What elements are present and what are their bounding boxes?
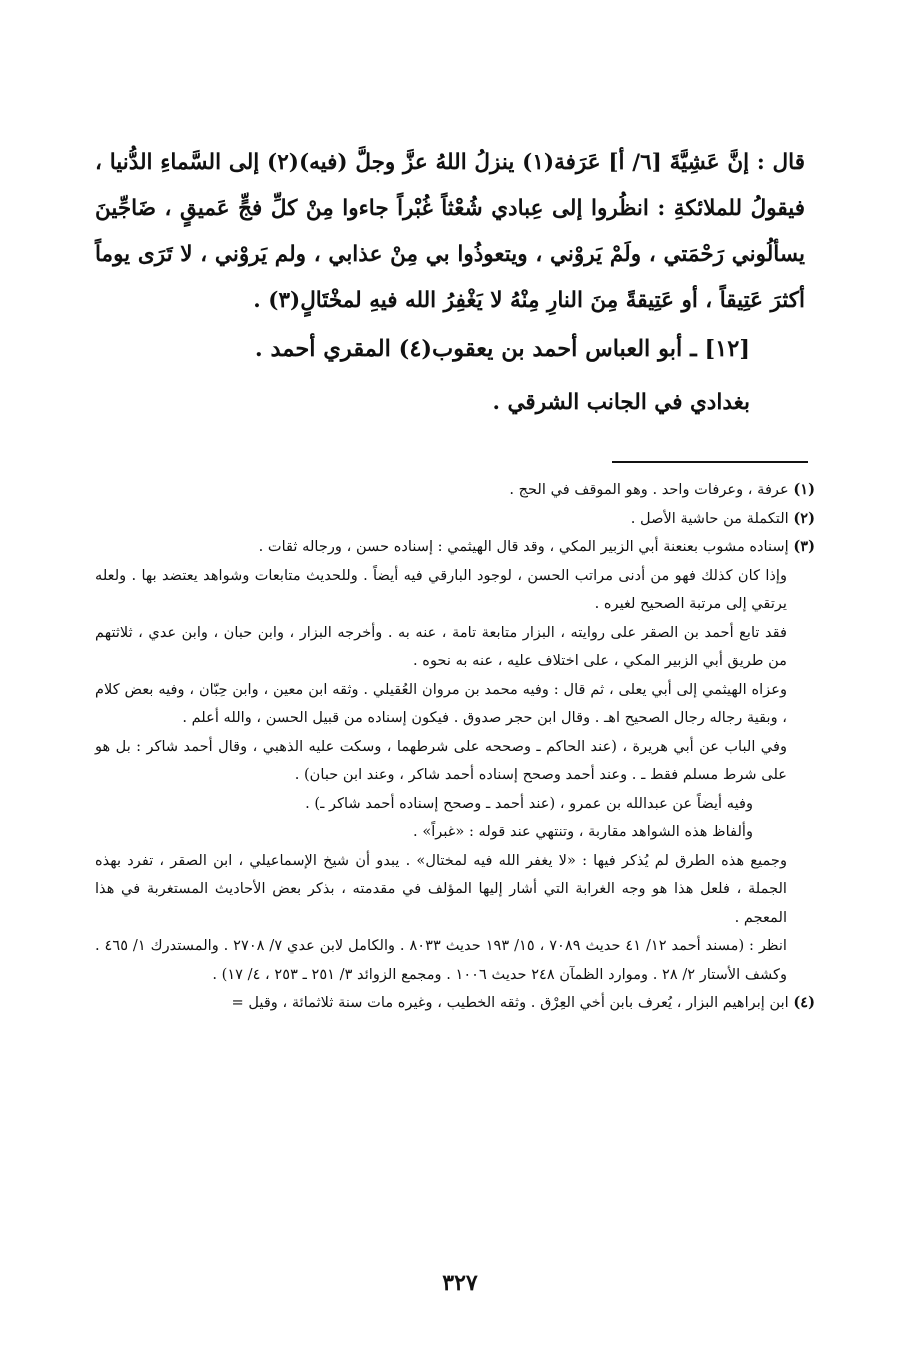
- entry-description: بغدادي في الجانب الشرقي .: [492, 390, 750, 415]
- footnote-3-paragraph: وفي الباب عن أبي هريرة ، (عند الحاكم ـ وصححه على شرطهما ، وسكت عليه الذهبي ، وقال أحمد شاكر : بل هو على شرط مسلم فقط ـ . وعند أحمد وصحح إسناده أحمد شاكر ، وعند ابن حبان) .: [95, 737, 787, 783]
- footnote-number: (٢): [793, 509, 815, 527]
- page-number: ٣٢٧: [442, 1270, 478, 1296]
- footnote-1: [95, 476, 815, 505]
- footnote-3-paragraph: فقد تابع أحمد بن الصقر على روايته ، البزار متابعة تامة ، عنه به . وأخرجه البزار ، وابن حبان ، وابن عدي ، ثلاثتهم من طريق أبي الزبير المكي ، على اختلاف عليه ، عنه به نحوه .: [95, 623, 787, 669]
- footnote-number: (٣): [793, 538, 815, 555]
- footnote-number: (١): [793, 481, 815, 498]
- entry-title: [١٢] ـ أبو العباس أحمد بن يعقوب(٤) المقري أحمد .: [254, 336, 750, 362]
- footnote-text: إسناده مشوب بعنعنة أبي الزبير المكي ، وقد قال الهيثمي : إسناده حسن ، ورجاله ثقات .: [258, 538, 789, 555]
- footnote-separator: [612, 461, 808, 463]
- footnote-3-subparagraph: وفيه أيضاً عن عبدالله بن عمرو ، (عند أحمد ـ وصحح إسناده أحمد شاكر ـ) .: [305, 794, 753, 812]
- footnote-4: [95, 989, 815, 1018]
- footnote-text: التكملة من حاشية الأصل .: [630, 509, 789, 527]
- footnote-text: عرفة ، وعرفات واحد . وهو الموقف في الحج .: [509, 481, 789, 498]
- footnote-3-paragraph: وجميع هذه الطرق لم يُذكر فيها : «لا يغفر الله فيه لمختال» . يبدو أن شيخ الإسماعيلي ، ابن الصقر ، تفرد بهذه الجملة ، فلعل هذا هو وجه الغرابة التي أشار إليها المؤلف في مقدمته ، بذكر بعض الأحاديث المستغربة في هذا المعجم .: [95, 851, 787, 926]
- footnote-3-references: انظر : (مسند أحمد ١٢/ ٤١ حديث ٧٠٨٩ ، ١٥/ ١٩٣ حديث ٨٠٣٣ . والكامل لابن عدي ٧/ ٢٧٠٨ . والمستدرك ١/ ٤٦٥ . وكشف الأستار ٢/ ٢٨ . وموارد الظمآن ٢٤٨ حديث ١٠٠٦ . ومجمع الزوائد ٣/ ٢٥١ ـ ٢٥٣ ، ٤/ ١٧) .: [95, 937, 787, 983]
- footnote-3-paragraph: وعزاه الهيثمي إلى أبي يعلى ، ثم قال : وفيه محمد بن مروان العُقيلي . وثقه ابن معين ، وابن حِبّان ، وفيه بعض كلام ، وبقية رجاله رجال الصحيح اهـ . وقال ابن حجر صدوق . فيكون إسناده من قبيل الحسن ، والله أعلم .: [95, 680, 787, 726]
- footnote-3-subparagraph: وألفاظ هذه الشواهد مقاربة ، وتنتهي عند قوله : «غبراً» .: [413, 823, 753, 840]
- footnote-number: (٤): [793, 994, 815, 1011]
- main-text: [95, 140, 805, 426]
- footnotes: [95, 476, 815, 1018]
- footnote-2: [95, 505, 815, 534]
- footnote-3: [95, 533, 815, 562]
- footnote-text: ابن إبراهيم البزار ، يُعرف بابن أخي العِرْق . وثقه الخطيب ، وغيره مات سنة ثلاثمائة ، وقيل =: [231, 994, 789, 1011]
- footnote-3-paragraph: وإذا كان كذلك فهو من أدنى مراتب الحسن ، لوجود البارقي فيه أيضاً . وللحديث متابعات وشواهد يعتضد بها . ولعله يرتقي إلى مرتبة الصحيح لغيره .: [95, 566, 787, 612]
- hadith-paragraph: قال : إنَّ عَشِيَّةَ [٦/ أ] عَرَفة(١) ينزلُ اللهُ عزَّ وجلَّ (فيه)(٢) إلى السَّماءِ الدُّنيا ، فيقولُ للملائكةِ : انظُروا إلى عِبادي شُعْثاً غُبْراً جاءوا مِنْ كلِّ فجٍّ عَميقٍ ، ضَاجِّينَ يسألُوني رَحْمَتي ، ولَمْ يَروْني ، ويتعوذُوا بي مِنْ عذابي ، ولم يَروْني ، لا تَرَى يوماً أكثرَ عَتِيقاً ، أو عَتِيقةً مِنَ النارِ مِنْهُ لا يَغْفِرُ الله فيهِ لمخْتَالٍ(٣) .: [95, 150, 806, 313]
